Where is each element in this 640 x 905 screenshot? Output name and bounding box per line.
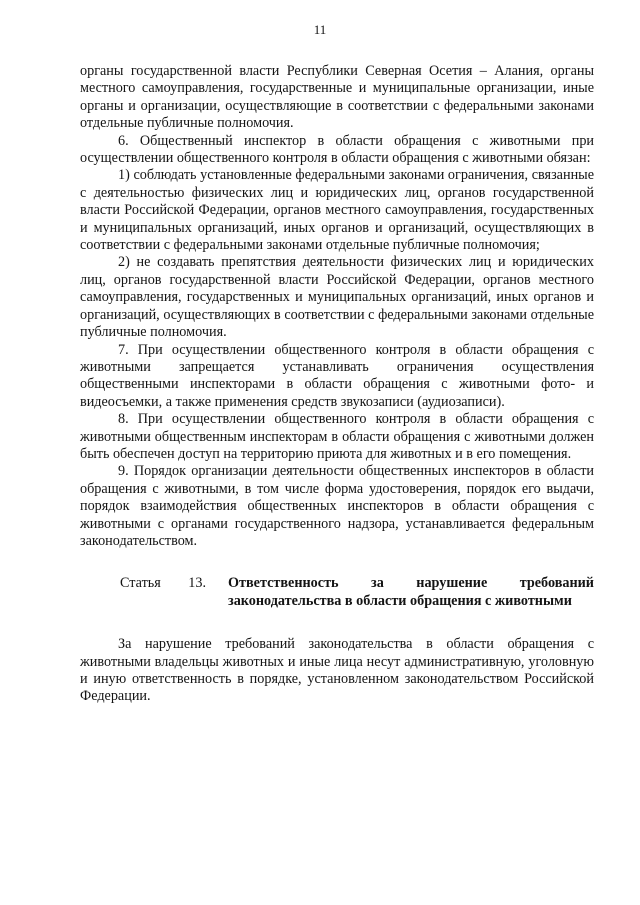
article-number: 13. [188, 575, 206, 592]
paragraph-item-8: 8. При осуществлении общественного контроля в области обращения с животными общественным инспекторам в области обращения с животными должен быть обеспечен доступ на территорию приюта для животных и в его помещения. [80, 411, 594, 462]
article-word: Статья [120, 575, 161, 592]
paragraph-item-6-1: 1) соблюдать установленные федеральными законами ограничения, связанные с деятельностью физических лиц и юридических лиц, органов государственной власти Российской Федерации, органов местного самоуправления, государственных и муниципальных организаций, иных органов и организаций, осуществляющих в соответствии с федеральными законами отдельные публичные полномочия; [80, 167, 594, 254]
article-title: Ответственность за нарушение требований законодательства в области обращения с животными [228, 575, 594, 609]
paragraph-closing: За нарушение требований законодательства в области обращения с животными владельцы животных и иные лица несут административную, уголовную и иную ответственность в порядке, установленном законодательством Российской Федерации. [80, 636, 594, 705]
document-body [80, 63, 594, 706]
article-heading [80, 575, 594, 610]
article-label [80, 575, 228, 610]
paragraph-item-9: 9. Порядок организации деятельности общественных инспекторов в области обращения с животными, в том числе форма удостоверения, порядок его выдачи, порядок взаимодействия общественных инспекторов в области обращения с животными с органами государственного надзора, устанавливается федеральным законодательством. [80, 463, 594, 549]
paragraph-item-6: 6. Общественный инспектор в области обращения с животными при осуществлении общественного контроля в области обращения с животными обязан: [80, 132, 594, 167]
paragraph-item-6-2: 2) не создавать препятствия деятельности физических лиц и юридических лиц, органов государственной власти Российской Федерации, органов местного самоуправления, государственных и муниципальных организаций, иных органов и организаций, осуществляющих в соответствии с федеральными законами отдельные публичные полномочия. [80, 254, 594, 341]
paragraph-item-7: 7. При осуществлении общественного контроля в области обращения с животными запрещается устанавливать ограничения осуществления общественными инспекторами в области обращения с животными фото- и видеосъемки, а также применения средств звукозаписи (аудиозаписи). [80, 341, 594, 410]
paragraph-intro: органы государственной власти Республики Северная Осетия – Алания, органы местного самоуправления, государственные и муниципальные организации, иные органы и организации, осуществляющие в соответствии с федеральными законами отдельные публичные полномочия. [80, 63, 594, 132]
page-number: 11 [313, 22, 327, 37]
